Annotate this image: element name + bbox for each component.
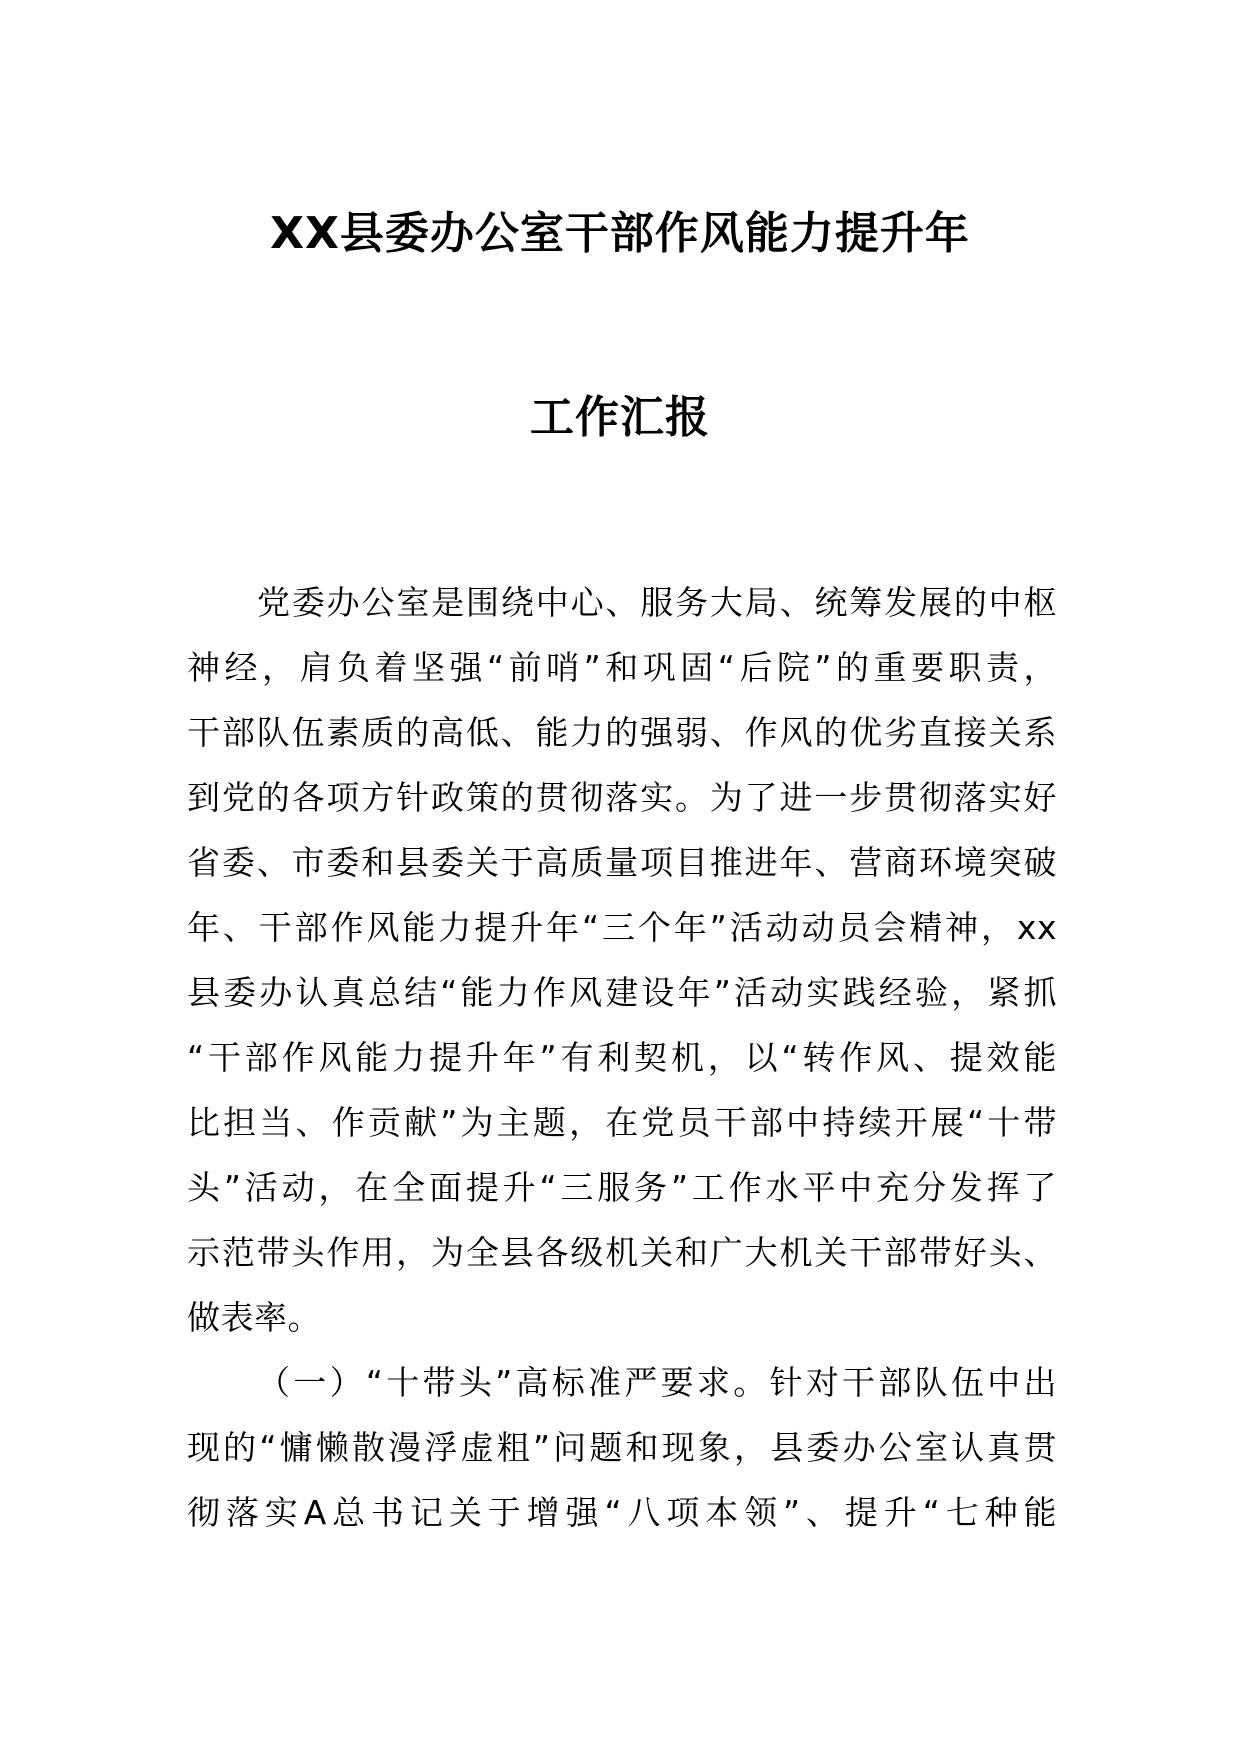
- paragraph-line: 神经，肩负着坚强“前哨”和巩固“后院”的重要职责，: [187, 648, 1057, 687]
- paragraph-line: 省委、市委和县委关于高质量项目推进年、营商环境突破: [187, 843, 1057, 882]
- paragraph-line: 做表率。: [187, 1298, 321, 1337]
- paragraph-1: [187, 570, 1057, 1350]
- paragraph-line: 干部队伍素质的高低、能力的强弱、作风的优劣直接关系: [187, 713, 1057, 752]
- paragraph-line: 示范带头作用，为全县各级机关和广大机关干部带好头、: [187, 1233, 1057, 1272]
- paragraph-line: 到党的各项方针政策的贯彻落实。为了进一步贯彻落实好: [187, 778, 1057, 817]
- paragraph-line: 比担当、作贡献”为主题，在党员干部中持续开展“十带: [187, 1103, 1057, 1142]
- document-title-line-2: 工作汇报: [530, 392, 710, 443]
- paragraph-line: 县委办认真总结“能力作风建设年”活动实践经验，紧抓: [187, 973, 1057, 1012]
- document-title-line-1: XX县委办公室干部作风能力提升年: [270, 208, 970, 259]
- paragraph-line: 现的“慵懒散漫浮虚粗”问题和现象，县委办公室认真贯: [187, 1428, 1057, 1467]
- paragraph-line: 彻落实A总书记关于增强“八项本领”、提升“七种能: [187, 1493, 1057, 1532]
- paragraph-line: （一）“十带头”高标准严要求。针对干部队伍中出: [257, 1363, 1057, 1402]
- paragraph-line: “干部作风能力提升年”有利契机，以“转作风、提效能: [187, 1038, 1057, 1077]
- paragraph-line: 年、干部作风能力提升年“三个年”活动动员会精神，xx: [187, 908, 1057, 947]
- paragraph-2: [187, 1350, 1057, 1545]
- paragraph-line: 党委办公室是围绕中心、服务大局、统筹发展的中枢: [257, 583, 1057, 622]
- paragraph-line: 头”活动，在全面提升“三服务”工作水平中充分发挥了: [187, 1168, 1057, 1207]
